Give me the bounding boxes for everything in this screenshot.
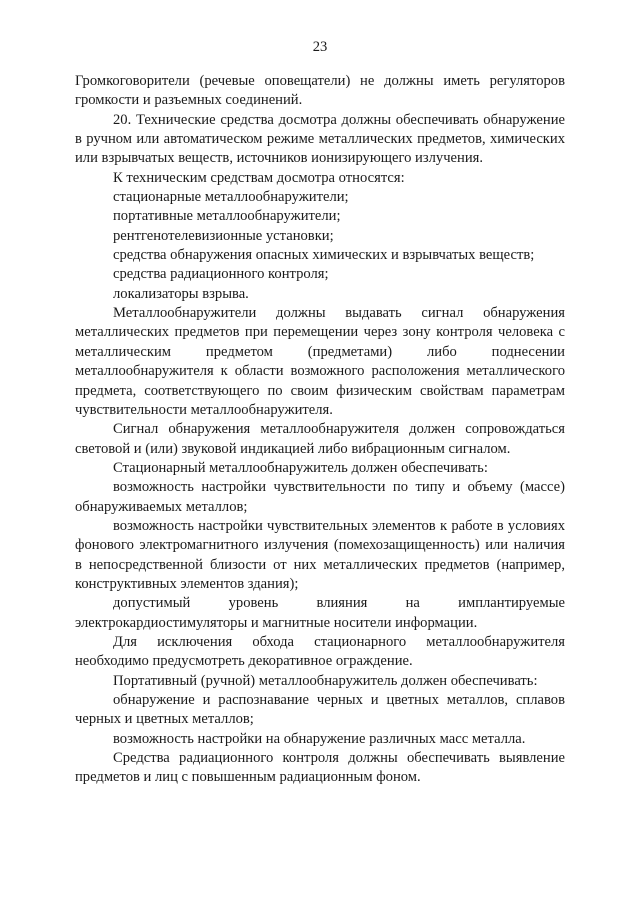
paragraph: Металлообнаружители должны выдавать сигнал обнаружения металлических предметов при перемещении через зону контроля человека с металлическим предметом (предметами) либо поднесении металлообнаружителя к области возможного расположения металлического предмета, соответствующего по своим физическим свойствам параметрам чувствительности металлообнаружителя. — [75, 305, 565, 418]
list-item: средства обнаружения опасных химических и взрывчатых веществ; — [113, 247, 535, 264]
document-body — [75, 72, 565, 788]
list-item: возможность настройки чувствительности по типу и объему (массе) обнаруживаемых металлов; — [75, 479, 565, 515]
paragraph: 20. Технические средства досмотра должны обеспечивать обнаружение в ручном или автоматическом режиме металлических предметов, химических или взрывчатых веществ, источников ионизирующего излучения. — [75, 111, 565, 167]
list-item: обнаружение и распознавание черных и цветных металлов, сплавов черных и цветных металлов; — [75, 692, 565, 728]
paragraph: Портативный (ручной) металлообнаружитель должен обеспечивать: — [113, 672, 538, 689]
paragraph: К техническим средствам досмотра относятся: — [113, 169, 405, 186]
list-item: возможность настройки чувствительных элементов к работе в условиях фонового электромагнитного излучения (помехозащищенность) или наличия в непосредственной близости от них металлических предметов (например, конструктивных элементов здания); — [75, 517, 565, 592]
list-item: стационарные металлообнаружители; — [113, 189, 349, 206]
paragraph: Средства радиационного контроля должны обеспечивать выявление предметов и лиц с повышенным радиационным фоном. — [75, 750, 565, 786]
list-item: портативные металлообнаружители; — [113, 208, 341, 225]
paragraph: Громкоговорители (речевые оповещатели) не должны иметь регуляторов громкости и разъемных соединений. — [75, 73, 565, 109]
page-number: 23 — [312, 39, 328, 55]
list-item: средства радиационного контроля; — [113, 266, 329, 283]
paragraph: Для исключения обхода стационарного металлообнаружителя необходимо предусмотреть декоративное ограждение. — [75, 633, 565, 670]
paragraph: Стационарный металлообнаружитель должен обеспечивать: — [113, 459, 488, 476]
list-item: допустимый уровень влияния на имплантируемые электрокардиостимуляторы и магнитные носители информации. — [75, 595, 565, 631]
list-item: возможность настройки на обнаружение различных масс металла. — [113, 730, 526, 747]
paragraph: Сигнал обнаружения металлообнаружителя должен сопровождаться световой и (или) звуковой индикацией либо вибрационным сигналом. — [75, 421, 565, 457]
list-item: рентгенотелевизионные установки; — [113, 227, 334, 244]
list-item: локализаторы взрыва. — [113, 285, 249, 302]
